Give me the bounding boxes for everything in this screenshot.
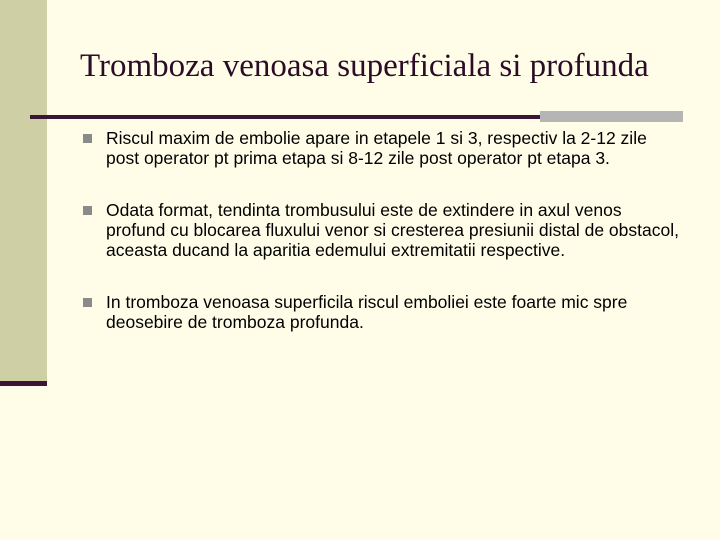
- square-bullet-icon: [83, 298, 92, 307]
- bullet-text: Riscul maxim de embolie apare in etapele 1 si 3, respectiv la 2-12 zile post operator pt prima etapa si 8-12 zile post operator pt etapa 3.: [106, 128, 647, 168]
- decorative-sidebar: [0, 0, 47, 381]
- bullet-list: [80, 128, 680, 364]
- slide-title: Tromboza venoasa superficiala si profunda: [80, 48, 649, 84]
- square-bullet-icon: [83, 134, 92, 143]
- bullet-text: Odata format, tendinta trombusului este de extindere in axul venos profund cu blocarea fluxului venor si cresterea presiunii distal de obstacol, aceasta ducand la aparitia edemului extremitatii respective.: [106, 200, 679, 260]
- bullet-item: [80, 292, 680, 332]
- square-bullet-icon: [83, 206, 92, 215]
- bullet-text: In tromboza venoasa superficila riscul emboliei este foarte mic spre deosebire de tromboza profunda.: [106, 292, 628, 332]
- title-divider: [30, 115, 540, 119]
- sidebar-accent-bar: [0, 381, 47, 386]
- bullet-item: [80, 128, 680, 168]
- bullet-item: [80, 200, 680, 260]
- title-divider-accent: [540, 111, 683, 122]
